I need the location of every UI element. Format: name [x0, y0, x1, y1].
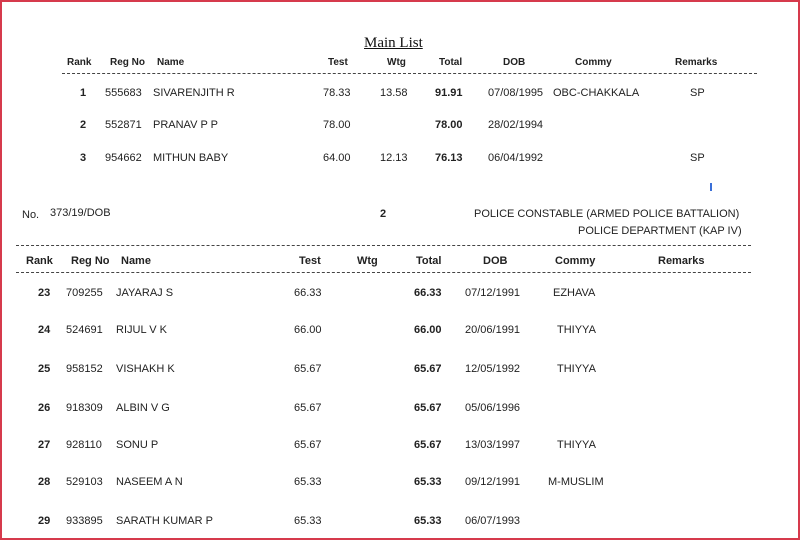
- cell-total: 65.33: [414, 476, 442, 488]
- post-name: POLICE CONSTABLE (ARMED POLICE BATTALION): [474, 208, 740, 220]
- notice-count: 2: [380, 208, 387, 220]
- header-regno: Reg No: [110, 57, 145, 68]
- cell-name: SONU P: [116, 439, 159, 451]
- cell-total: 65.67: [414, 439, 442, 451]
- cell-total: 65.67: [414, 402, 442, 414]
- cell-dob: 13/03/1997: [465, 439, 521, 451]
- cell-total: 66.33: [414, 287, 442, 299]
- cell-name: MITHUN BABY: [153, 152, 229, 164]
- section-divider: [16, 245, 751, 246]
- cell-regno: 709255: [66, 287, 103, 299]
- document-page: [2, 2, 798, 538]
- header-dob: DOB: [503, 57, 526, 68]
- cell-name: ALBIN V G: [116, 402, 170, 414]
- header-remarks: Remarks: [675, 57, 718, 68]
- header-commy: Commy: [575, 57, 612, 68]
- department-name: POLICE DEPARTMENT (KAP IV): [578, 225, 742, 237]
- cell-rank: 1: [80, 87, 87, 99]
- header-wtg: Wtg: [357, 255, 378, 267]
- header-commy: Commy: [555, 255, 596, 267]
- cell-name: RIJUL V K: [116, 324, 167, 336]
- cell-rank: 24: [38, 324, 51, 336]
- cell-rank: 2: [80, 119, 87, 131]
- cell-rank: 25: [38, 363, 51, 375]
- cell-regno: 529103: [66, 476, 103, 488]
- header-regno: Reg No: [71, 255, 110, 267]
- cell-name: NASEEM A N: [116, 476, 183, 488]
- cell-commy: M-MUSLIM: [548, 476, 604, 488]
- cell-total: 65.67: [414, 363, 442, 375]
- cell-regno: 928110: [66, 439, 102, 451]
- cell-wtg: 12.13: [380, 152, 408, 164]
- header-rank: Rank: [26, 255, 53, 267]
- cell-rank: 26: [38, 402, 51, 414]
- text-cursor: [710, 183, 712, 191]
- cell-test: 65.67: [294, 439, 322, 451]
- cell-dob: 07/12/1991: [465, 287, 521, 299]
- cell-regno: 555683: [105, 87, 142, 99]
- cell-total: 65.33: [414, 515, 442, 527]
- cell-rank: 23: [38, 287, 51, 299]
- cell-commy: THIYYA: [557, 439, 596, 451]
- cell-name: JAYARAJ S: [116, 287, 174, 299]
- cell-test: 66.33: [294, 287, 322, 299]
- header-name: Name: [121, 255, 151, 267]
- header-divider: [16, 272, 751, 273]
- cell-commy: THIYYA: [557, 324, 596, 336]
- header-total: Total: [416, 255, 442, 267]
- cell-dob: 12/05/1992: [465, 363, 521, 375]
- cell-commy: EZHAVA: [553, 287, 596, 299]
- page-title: Main List: [364, 35, 423, 51]
- cell-commy: THIYYA: [557, 363, 596, 375]
- cell-test: 65.67: [294, 402, 322, 414]
- cell-dob: 05/06/1996: [465, 402, 521, 414]
- cell-remarks: SP: [690, 87, 705, 99]
- cell-wtg: 13.58: [380, 87, 408, 99]
- cell-test: 65.33: [294, 515, 322, 527]
- cell-commy: OBC-CHAKKALA: [553, 87, 640, 99]
- cell-dob: 07/08/1995: [488, 87, 544, 99]
- cell-regno: 958152: [66, 363, 103, 375]
- cell-name: SARATH KUMAR P: [116, 515, 213, 527]
- cell-dob: 06/07/1993: [465, 515, 521, 527]
- header-divider: [62, 73, 757, 74]
- cell-rank: 27: [38, 439, 51, 451]
- header-remarks: Remarks: [658, 255, 705, 267]
- cell-regno: 933895: [66, 515, 103, 527]
- cell-total: 91.91: [435, 87, 463, 99]
- cell-regno: 954662: [105, 152, 142, 164]
- cell-regno: 918309: [66, 402, 103, 414]
- header-dob: DOB: [483, 255, 508, 267]
- cell-test: 64.00: [323, 152, 351, 164]
- cell-rank: 3: [80, 152, 87, 164]
- header-rank: Rank: [67, 57, 92, 68]
- header-wtg: Wtg: [387, 57, 406, 68]
- cell-dob: 09/12/1991: [465, 476, 521, 488]
- cell-dob: 28/02/1994: [488, 119, 544, 131]
- cell-total: 76.13: [435, 152, 463, 164]
- cell-dob: 06/04/1992: [488, 152, 544, 164]
- cell-regno: 552871: [105, 119, 142, 131]
- cell-test: 78.00: [323, 119, 351, 131]
- cell-remarks: SP: [690, 152, 705, 164]
- cell-test: 65.67: [294, 363, 322, 375]
- header-name: Name: [157, 57, 185, 68]
- header-test: Test: [328, 57, 348, 68]
- cell-dob: 20/06/1991: [465, 324, 521, 336]
- notice-number-label: No.: [22, 209, 40, 221]
- cell-name: VISHAKH K: [116, 363, 175, 375]
- cell-total: 66.00: [414, 324, 442, 336]
- cell-rank: 28: [38, 476, 51, 488]
- cell-test: 65.33: [294, 476, 322, 488]
- cell-name: PRANAV P P: [153, 119, 219, 131]
- notice-number: 373/19/DOB: [50, 207, 111, 219]
- header-test: Test: [299, 255, 321, 267]
- cell-test: 66.00: [294, 324, 322, 336]
- cell-rank: 29: [38, 515, 51, 527]
- cell-regno: 524691: [66, 324, 103, 336]
- cell-test: 78.33: [323, 87, 351, 99]
- cell-total: 78.00: [435, 119, 463, 131]
- header-total: Total: [439, 57, 463, 68]
- cell-name: SIVARENJITH R: [153, 87, 235, 99]
